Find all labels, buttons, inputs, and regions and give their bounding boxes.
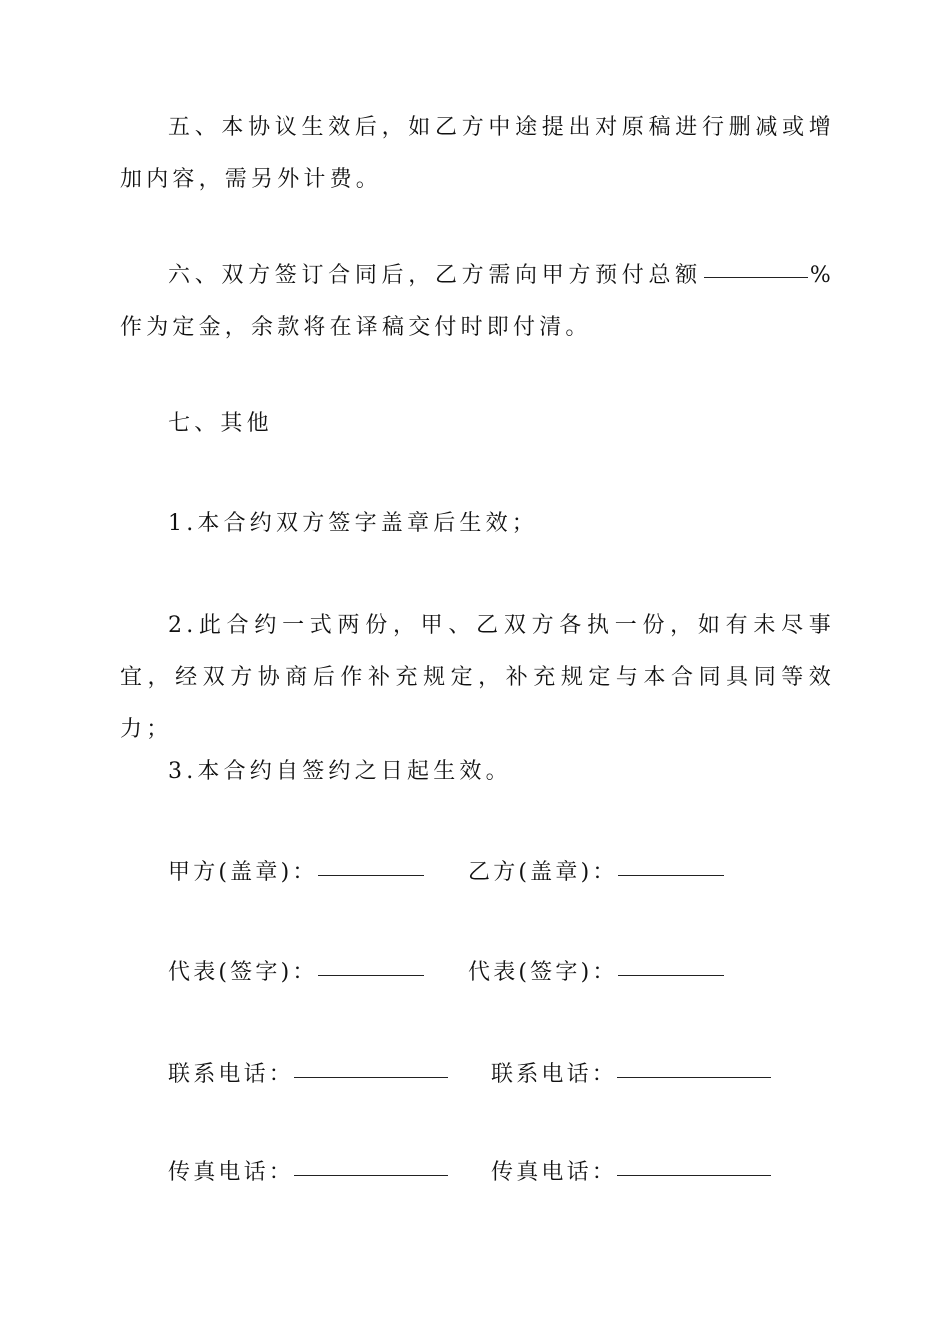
- clause-6-text-after: %作为定金，余款将在译稿交付时即付清。: [120, 263, 835, 340]
- item-2-text: 2.此合约一式两份，甲、乙双方各执一份，如有未尽事宜，经双方协商后作补充规定，补充规定与本合同具同等效力；: [120, 613, 835, 742]
- clause-7-heading: [120, 398, 835, 450]
- party-b-seal-label: 乙方(盖章)：: [468, 860, 618, 885]
- party-b-seal-line: [618, 874, 724, 876]
- clause-6: [120, 250, 835, 354]
- fax-b-label: 传真电话：: [491, 1160, 618, 1185]
- party-a-seal-line: [318, 874, 424, 876]
- clause-7-item-1: [120, 498, 835, 550]
- rep-b: [468, 958, 724, 988]
- clause-7-item-2: [120, 600, 835, 756]
- clause-5: [120, 102, 835, 206]
- party-b-seal: [468, 858, 724, 888]
- rep-a: [168, 958, 424, 988]
- item-3-text: 3.本合约自签约之日起生效。: [168, 759, 512, 784]
- clause-7-text: 七、其他: [168, 411, 273, 436]
- party-a-seal: [168, 858, 424, 888]
- phone-a: [168, 1060, 448, 1090]
- fax-a-line: [294, 1174, 448, 1176]
- deposit-percent-blank: [704, 276, 808, 278]
- fax-a: [168, 1158, 448, 1188]
- fax-b: [491, 1158, 771, 1188]
- phone-a-label: 联系电话：: [168, 1062, 295, 1087]
- rep-a-line: [318, 974, 424, 976]
- clause-6-text-before: 六、双方签订合同后，乙方需向甲方预付总额: [168, 263, 702, 288]
- clause-5-text: 五、本协议生效后，如乙方中途提出对原稿进行删减或增加内容，需另外计费。: [120, 115, 835, 192]
- phone-a-line: [294, 1076, 448, 1078]
- party-a-seal-label: 甲方(盖章)：: [168, 860, 318, 885]
- item-1-text: 1.本合约双方签字盖章后生效；: [168, 511, 538, 536]
- fax-a-label: 传真电话：: [168, 1160, 295, 1185]
- rep-a-label: 代表(签字)：: [168, 960, 318, 985]
- clause-7-item-3: [120, 746, 835, 798]
- phone-b-label: 联系电话：: [491, 1062, 618, 1087]
- rep-b-line: [618, 974, 724, 976]
- phone-b-line: [617, 1076, 771, 1078]
- rep-b-label: 代表(签字)：: [468, 960, 618, 985]
- phone-b: [491, 1060, 771, 1090]
- fax-b-line: [617, 1174, 771, 1176]
